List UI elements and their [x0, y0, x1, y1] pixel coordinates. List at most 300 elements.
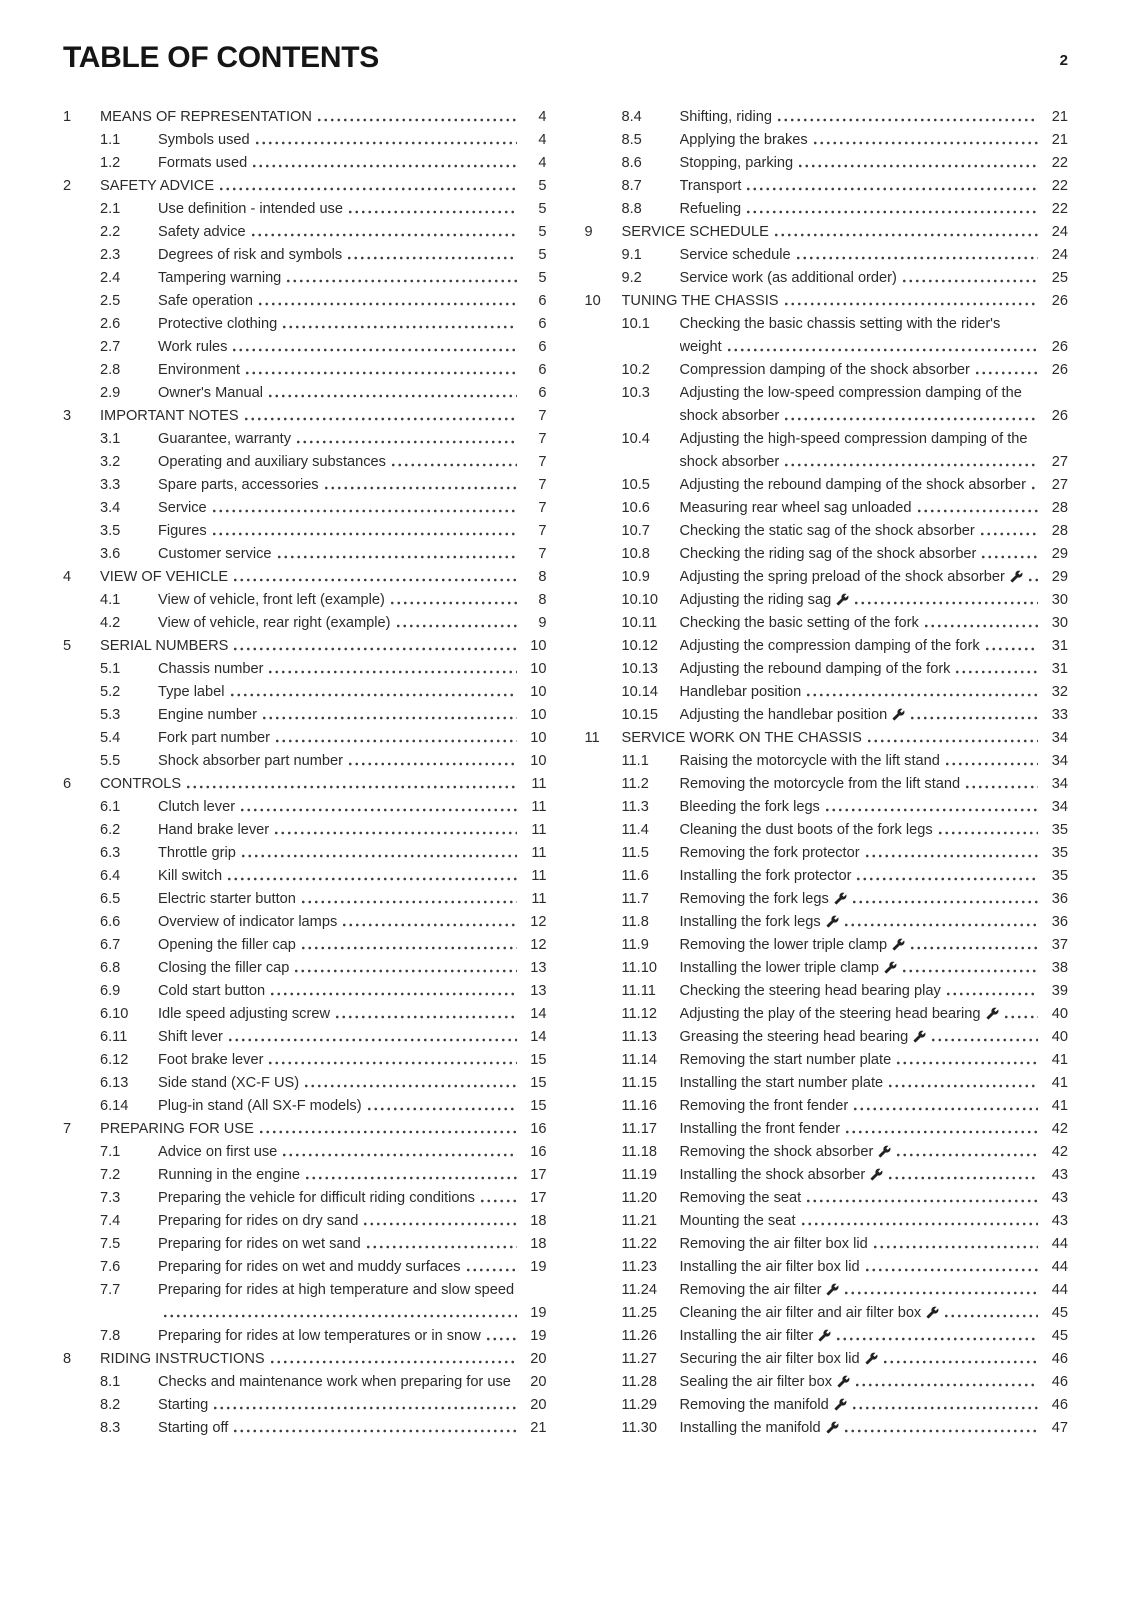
toc-entry-number: 11.9 [621, 937, 649, 953]
toc-entry-label: Fork part number [158, 730, 270, 746]
toc-entry-number: 10 [584, 293, 601, 309]
toc-entry-title [680, 1095, 1039, 1118]
toc-entry [63, 658, 547, 681]
toc-entry-page: 7 [538, 546, 547, 562]
toc-entry-label: Checking the steering head bearing play [679, 983, 941, 999]
toc-entry [585, 1026, 1069, 1049]
toc-entry-page: 10 [530, 707, 547, 723]
toc-entry-label: Engine number [158, 707, 257, 723]
toc-entry [63, 1003, 547, 1026]
toc-entry-label: Removing the start number plate [679, 1052, 892, 1068]
toc-entry-title [158, 198, 517, 221]
toc-entry-label: VIEW OF VEHICLE [100, 569, 229, 585]
wrench-icon [926, 1306, 939, 1319]
toc-entry-page: 29 [1051, 546, 1068, 562]
toc-entry-label: Adjusting the rebound damping of the fork [679, 661, 951, 677]
toc-entry-title [158, 451, 517, 474]
toc-entry-page: 46 [1051, 1397, 1068, 1413]
toc-entry-title [680, 1256, 1039, 1279]
toc-entry-title [680, 681, 1039, 704]
toc-entry [63, 1072, 547, 1095]
toc-entry [585, 359, 1069, 382]
toc-entry-page: 38 [1051, 960, 1068, 976]
toc-entry-title [158, 934, 517, 957]
toc-entry-page: 19 [530, 1259, 547, 1275]
toc-entry-number: 5 [63, 638, 72, 654]
toc-entry-label: Installing the fork legs [679, 914, 821, 930]
toc-entry-title [158, 1233, 517, 1256]
toc-entry-number: 11.7 [621, 891, 649, 907]
toc-entry-title [158, 543, 517, 566]
toc-entry-page: 21 [530, 1420, 547, 1436]
toc-entry-title [680, 865, 1039, 888]
toc-entry-label: Service schedule [679, 247, 791, 263]
toc-entry-title [680, 957, 1039, 980]
toc-entry-label: Throttle grip [158, 845, 236, 861]
toc-columns [63, 106, 1068, 1440]
toc-entry-label: Securing the air filter box lid [679, 1351, 860, 1367]
toc-entry-page: 19 [530, 1305, 547, 1321]
toc-entry-number: 6.6 [100, 914, 121, 930]
toc-entry [63, 635, 547, 658]
toc-entry [585, 267, 1069, 290]
toc-entry-label: Removing the fork legs [679, 891, 829, 907]
toc-entry-page: 44 [1051, 1259, 1068, 1275]
toc-entry-title [158, 842, 517, 865]
toc-entry-page: 6 [538, 362, 547, 378]
toc-entry-number: 6.11 [100, 1029, 128, 1045]
toc-entry [63, 382, 547, 405]
toc-entry [63, 681, 547, 704]
toc-entry-page: 5 [538, 224, 547, 240]
toc-entry-title [680, 1141, 1039, 1164]
toc-entry-number: 8.8 [621, 201, 642, 217]
toc-entry-label: Installing the shock absorber [679, 1167, 866, 1183]
toc-entry-label: Measuring rear wheel sag unloaded [679, 500, 912, 516]
wrench-icon [892, 708, 905, 721]
wrench-icon [834, 1398, 847, 1411]
toc-entry-number: 10.4 [621, 431, 650, 447]
toc-entry [63, 1394, 547, 1417]
toc-entry-number: 11.18 [621, 1144, 657, 1160]
toc-entry-number: 8.2 [100, 1397, 121, 1413]
toc-entry-label: Handlebar position [679, 684, 802, 700]
wrench-icon [826, 915, 839, 928]
toc-entry-label: Degrees of risk and symbols [158, 247, 343, 263]
toc-entry-page: 34 [1051, 753, 1068, 769]
toc-entry-number: 10.1 [621, 316, 650, 332]
toc-entry-number: 6.5 [100, 891, 121, 907]
toc-entry-label: Advice on first use [158, 1144, 278, 1160]
toc-entry-title [680, 911, 1039, 934]
toc-entry-page: 26 [1051, 408, 1068, 424]
toc-entry [63, 313, 547, 336]
toc-entry [63, 175, 547, 198]
toc-entry-number: 3.5 [100, 523, 121, 539]
toc-entry [585, 1348, 1069, 1371]
toc-entry-label: Spare parts, accessories [158, 477, 319, 493]
toc-entry-title [158, 1095, 517, 1118]
toc-entry-number: 3.3 [100, 477, 121, 493]
toc-entry-page: 39 [1051, 983, 1068, 999]
toc-entry [63, 1141, 547, 1164]
toc-entry-title [680, 313, 1039, 359]
toc-entry [585, 382, 1069, 428]
toc-entry-label: CONTROLS [100, 776, 182, 792]
toc-entry-title [158, 658, 517, 681]
toc-entry-number: 10.7 [621, 523, 650, 539]
toc-entry [585, 474, 1069, 497]
toc-entry-number: 11.26 [621, 1328, 657, 1344]
toc-entry-number: 1.1 [100, 132, 121, 148]
toc-entry-number: 10.11 [621, 615, 657, 631]
toc-entry-page: 25 [1051, 270, 1068, 286]
toc-entry [585, 175, 1069, 198]
toc-entry-label: Removing the manifold [679, 1397, 829, 1413]
wrench-icon [836, 593, 849, 606]
toc-entry-number: 11.8 [621, 914, 649, 930]
wrench-icon [818, 1329, 831, 1342]
toc-entry [63, 1026, 547, 1049]
toc-entry-page: 8 [538, 569, 547, 585]
toc-entry-label: Foot brake lever [158, 1052, 264, 1068]
toc-entry-page: 6 [538, 293, 547, 309]
toc-entry-label: SERVICE SCHEDULE [621, 224, 769, 240]
toc-entry-title [158, 1417, 517, 1440]
toc-entry-page: 15 [530, 1075, 547, 1091]
toc-entry-number: 11.14 [621, 1052, 657, 1068]
toc-entry [585, 1325, 1069, 1348]
toc-entry-page: 42 [1051, 1121, 1068, 1137]
toc-entry-label: Removing the air filter [679, 1282, 822, 1298]
toc-entry [585, 1187, 1069, 1210]
toc-entry-title [680, 934, 1039, 957]
toc-entry-label: Checking the static sag of the shock absorber [679, 523, 975, 539]
toc-entry-number: 11.21 [621, 1213, 657, 1229]
toc-entry-label: Idle speed adjusting screw [158, 1006, 330, 1022]
toc-entry-page: 9 [538, 615, 547, 631]
toc-entry [585, 497, 1069, 520]
toc-entry-label: View of vehicle, front left (example) [158, 592, 385, 608]
toc-entry-page: 10 [530, 730, 547, 746]
toc-entry-title [622, 221, 1039, 244]
toc-entry-number: 11.10 [621, 960, 657, 976]
toc-entry-title [680, 474, 1039, 497]
toc-entry-number: 5.3 [100, 707, 121, 723]
toc-entry-page: 7 [538, 523, 547, 539]
toc-entry-label: Type label [158, 684, 225, 700]
toc-entry-label: Safety advice [158, 224, 246, 240]
toc-entry-label: SERIAL NUMBERS [100, 638, 229, 654]
toc-entry-title [100, 1118, 517, 1141]
toc-entry [63, 1164, 547, 1187]
toc-entry-label: Service work (as additional order) [679, 270, 897, 286]
toc-entry-number: 8.3 [100, 1420, 121, 1436]
toc-entry-page: 35 [1051, 822, 1068, 838]
toc-entry-page: 18 [530, 1236, 547, 1252]
toc-entry-number: 7.3 [100, 1190, 121, 1206]
toc-entry-page: 21 [1051, 109, 1068, 125]
toc-entry-page: 45 [1051, 1305, 1068, 1321]
toc-entry-page: 24 [1051, 224, 1068, 240]
toc-entry-number: 10.12 [621, 638, 659, 654]
toc-entry-page: 36 [1051, 914, 1068, 930]
toc-entry-page: 29 [1051, 569, 1068, 585]
toc-entry-page: 21 [1051, 132, 1068, 148]
toc-entry-number: 11.20 [621, 1190, 657, 1206]
toc-entry [585, 589, 1069, 612]
toc-entry [63, 405, 547, 428]
toc-entry-label: Installing the air filter [679, 1328, 814, 1344]
toc-entry-number: 2.4 [100, 270, 121, 286]
toc-entry [63, 980, 547, 1003]
toc-entry [63, 290, 547, 313]
toc-entry-label: MEANS OF REPRESENTATION [100, 109, 312, 125]
toc-entry-label: Symbols used [158, 132, 250, 148]
toc-entry [63, 428, 547, 451]
toc-entry-page: 11 [531, 891, 547, 907]
page-header [63, 40, 1068, 76]
toc-entry-title [158, 796, 517, 819]
toc-entry-number: 5.2 [100, 684, 121, 700]
toc-entry-title [158, 497, 517, 520]
toc-entry-page: 47 [1051, 1420, 1068, 1436]
toc-entry-page: 16 [530, 1144, 547, 1160]
wrench-icon [826, 1283, 839, 1296]
toc-entry-label: Sealing the air filter box [679, 1374, 833, 1390]
toc-entry-title [158, 681, 517, 704]
toc-entry-title [158, 336, 517, 359]
toc-entry-page: 10 [530, 753, 547, 769]
toc-entry-number: 4 [63, 569, 72, 585]
toc-entry-title [680, 1049, 1039, 1072]
toc-entry-title [680, 704, 1039, 727]
toc-entry-page: 17 [530, 1167, 547, 1183]
toc-entry-label: Stopping, parking [679, 155, 794, 171]
toc-entry [585, 796, 1069, 819]
toc-entry-page: 20 [530, 1397, 547, 1413]
toc-entry-number: 6.3 [100, 845, 121, 861]
toc-entry-label: IMPORTANT NOTES [100, 408, 239, 424]
toc-entry [585, 152, 1069, 175]
toc-entry-label: Installing the fork protector [679, 868, 852, 884]
toc-entry [63, 1348, 547, 1371]
toc-entry-page: 43 [1051, 1167, 1068, 1183]
toc-entry [585, 1095, 1069, 1118]
toc-entry-title [680, 244, 1039, 267]
toc-entry [63, 451, 547, 474]
toc-entry [63, 336, 547, 359]
toc-entry-label: Electric starter button [158, 891, 296, 907]
toc-entry-number: 11.13 [621, 1029, 657, 1045]
toc-entry-label: Shock absorber part number [158, 753, 343, 769]
toc-entry-number: 10.13 [621, 661, 659, 677]
toc-entry [585, 704, 1069, 727]
page-number: 2 [1059, 52, 1068, 69]
toc-entry-number: 2.8 [100, 362, 121, 378]
toc-entry-page: 8 [538, 592, 547, 608]
toc-entry-title [158, 221, 517, 244]
toc-entry-label: Hand brake lever [158, 822, 270, 838]
toc-entry-label: Preparing the vehicle for difficult riding conditions [158, 1190, 475, 1206]
toc-entry-label: Work rules [158, 339, 228, 355]
toc-entry-number: 10.9 [621, 569, 650, 585]
toc-entry-title [622, 727, 1039, 750]
toc-entry-label: Adjusting the compression damping of the fork [679, 638, 980, 654]
toc-entry [585, 612, 1069, 635]
toc-entry-page: 41 [1051, 1052, 1068, 1068]
toc-entry-number: 6.9 [100, 983, 121, 999]
toc-entry-number: 6.2 [100, 822, 121, 838]
toc-entry-label: SERVICE WORK ON THE CHASSIS [621, 730, 862, 746]
toc-entry-label: Compression damping of the shock absorber [679, 362, 970, 378]
toc-entry-number: 6.1 [100, 799, 121, 815]
toc-entry [63, 152, 547, 175]
toc-entry [63, 911, 547, 934]
toc-entry-label: Adjusting the high-speed compression damping of the shock absorber [679, 431, 1028, 470]
toc-entry-title [158, 911, 517, 934]
toc-entry-title [158, 1049, 517, 1072]
toc-entry [63, 865, 547, 888]
toc-entry-number: 7.4 [100, 1213, 121, 1229]
toc-entry [585, 129, 1069, 152]
toc-entry-title [158, 1325, 517, 1348]
toc-entry-title [158, 267, 517, 290]
toc-entry-number: 2.3 [100, 247, 121, 263]
toc-entry-label: Guarantee, warranty [158, 431, 292, 447]
toc-entry-title [680, 1417, 1039, 1440]
toc-entry-number: 6.8 [100, 960, 121, 976]
toc-entry [63, 750, 547, 773]
toc-entry-number: 6.12 [100, 1052, 129, 1068]
toc-entry-title [100, 566, 517, 589]
toc-entry-title [680, 1371, 1039, 1394]
toc-entry-page: 5 [538, 178, 547, 194]
toc-entry [585, 842, 1069, 865]
toc-entry [63, 543, 547, 566]
toc-entry [585, 819, 1069, 842]
toc-entry-page: 41 [1051, 1098, 1068, 1114]
toc-entry-title [158, 520, 517, 543]
toc-entry-title [158, 750, 517, 773]
toc-entry-number: 11.24 [621, 1282, 657, 1298]
toc-entry-title [680, 980, 1039, 1003]
toc-entry-page: 35 [1051, 845, 1068, 861]
toc-entry-title [158, 1394, 517, 1417]
toc-entry-label: Operating and auxiliary substances [158, 454, 386, 470]
toc-entry-page: 30 [1051, 615, 1068, 631]
toc-entry-page: 26 [1051, 362, 1068, 378]
toc-entry-page: 44 [1051, 1236, 1068, 1252]
toc-entry-page: 7 [538, 454, 547, 470]
toc-entry-number: 7.5 [100, 1236, 121, 1252]
toc-entry-label: Clutch lever [158, 799, 236, 815]
toc-entry-title [158, 129, 517, 152]
toc-entry-label: Owner's Manual [158, 385, 263, 401]
toc-entry-title [158, 1026, 517, 1049]
toc-entry [585, 428, 1069, 474]
toc-entry [585, 1164, 1069, 1187]
toc-entry-label: Tampering warning [158, 270, 282, 286]
toc-entry-number: 10.8 [621, 546, 650, 562]
toc-entry-label: Removing the front fender [679, 1098, 849, 1114]
toc-entry-number: 11.2 [621, 776, 649, 792]
toc-entry-page: 30 [1051, 592, 1068, 608]
toc-entry-page: 11 [531, 845, 547, 861]
toc-entry [63, 704, 547, 727]
toc-entry-label: Removing the lower triple clamp [679, 937, 888, 953]
toc-entry [585, 1394, 1069, 1417]
toc-entry-title [158, 612, 517, 635]
toc-entry-number: 10.5 [621, 477, 650, 493]
toc-entry-label: Service [158, 500, 207, 516]
toc-entry-page: 6 [538, 385, 547, 401]
toc-entry-title [158, 382, 517, 405]
toc-entry-page: 12 [530, 914, 547, 930]
toc-entry-label: Safe operation [158, 293, 253, 309]
toc-entry-title [158, 152, 517, 175]
toc-entry [63, 1210, 547, 1233]
toc-entry-label: SAFETY ADVICE [100, 178, 215, 194]
toc-entry [63, 612, 547, 635]
toc-entry-title [680, 1348, 1039, 1371]
toc-entry-page: 5 [538, 270, 547, 286]
toc-entry-page: 42 [1051, 1144, 1068, 1160]
toc-entry-number: 6.7 [100, 937, 121, 953]
toc-entry-number: 8.5 [621, 132, 642, 148]
toc-entry-title [680, 1003, 1039, 1026]
wrench-icon [834, 892, 847, 905]
toc-entry-title [158, 359, 517, 382]
toc-entry-number: 9.1 [621, 247, 642, 263]
toc-entry-number: 11.16 [621, 1098, 657, 1114]
toc-entry-page: 4 [538, 109, 547, 125]
toc-entry-label: Adjusting the rebound damping of the shock absorber [679, 477, 1026, 493]
toc-entry-title [158, 819, 517, 842]
toc-entry-number: 11.11 [621, 983, 656, 999]
toc-entry-title [680, 1279, 1039, 1302]
toc-entry-label: Mounting the seat [679, 1213, 796, 1229]
toc-entry-title [158, 980, 517, 1003]
toc-entry-title [680, 589, 1039, 612]
toc-entry-title [158, 589, 517, 612]
toc-entry-title [158, 1187, 517, 1210]
toc-entry-number: 11.27 [621, 1351, 657, 1367]
toc-entry-page: 31 [1051, 661, 1068, 677]
toc-entry-number: 2.6 [100, 316, 121, 332]
toc-entry-number: 6.14 [100, 1098, 129, 1114]
toc-entry-page: 46 [1051, 1374, 1068, 1390]
toc-entry-label: Installing the manifold [679, 1420, 821, 1436]
toc-entry-page: 34 [1051, 799, 1068, 815]
toc-entry-label: RIDING INSTRUCTIONS [100, 1351, 265, 1367]
toc-entry [585, 244, 1069, 267]
toc-entry-number: 2.9 [100, 385, 121, 401]
toc-entry-number: 11.30 [621, 1420, 657, 1436]
toc-entry-label: Opening the filler cap [158, 937, 296, 953]
toc-entry-number: 8.6 [621, 155, 642, 171]
toc-entry [63, 773, 547, 796]
toc-entry-number: 3.6 [100, 546, 121, 562]
toc-entry-page: 17 [530, 1190, 547, 1206]
toc-entry-label: TUNING THE CHASSIS [621, 293, 779, 309]
toc-entry-number: 5.1 [100, 661, 121, 677]
toc-entry-label: Removing the motorcycle from the lift stand [679, 776, 961, 792]
toc-entry [585, 1003, 1069, 1026]
toc-entry-number: 2.2 [100, 224, 121, 240]
toc-entry-title [680, 1394, 1039, 1417]
toc-entry-page: 5 [538, 201, 547, 217]
